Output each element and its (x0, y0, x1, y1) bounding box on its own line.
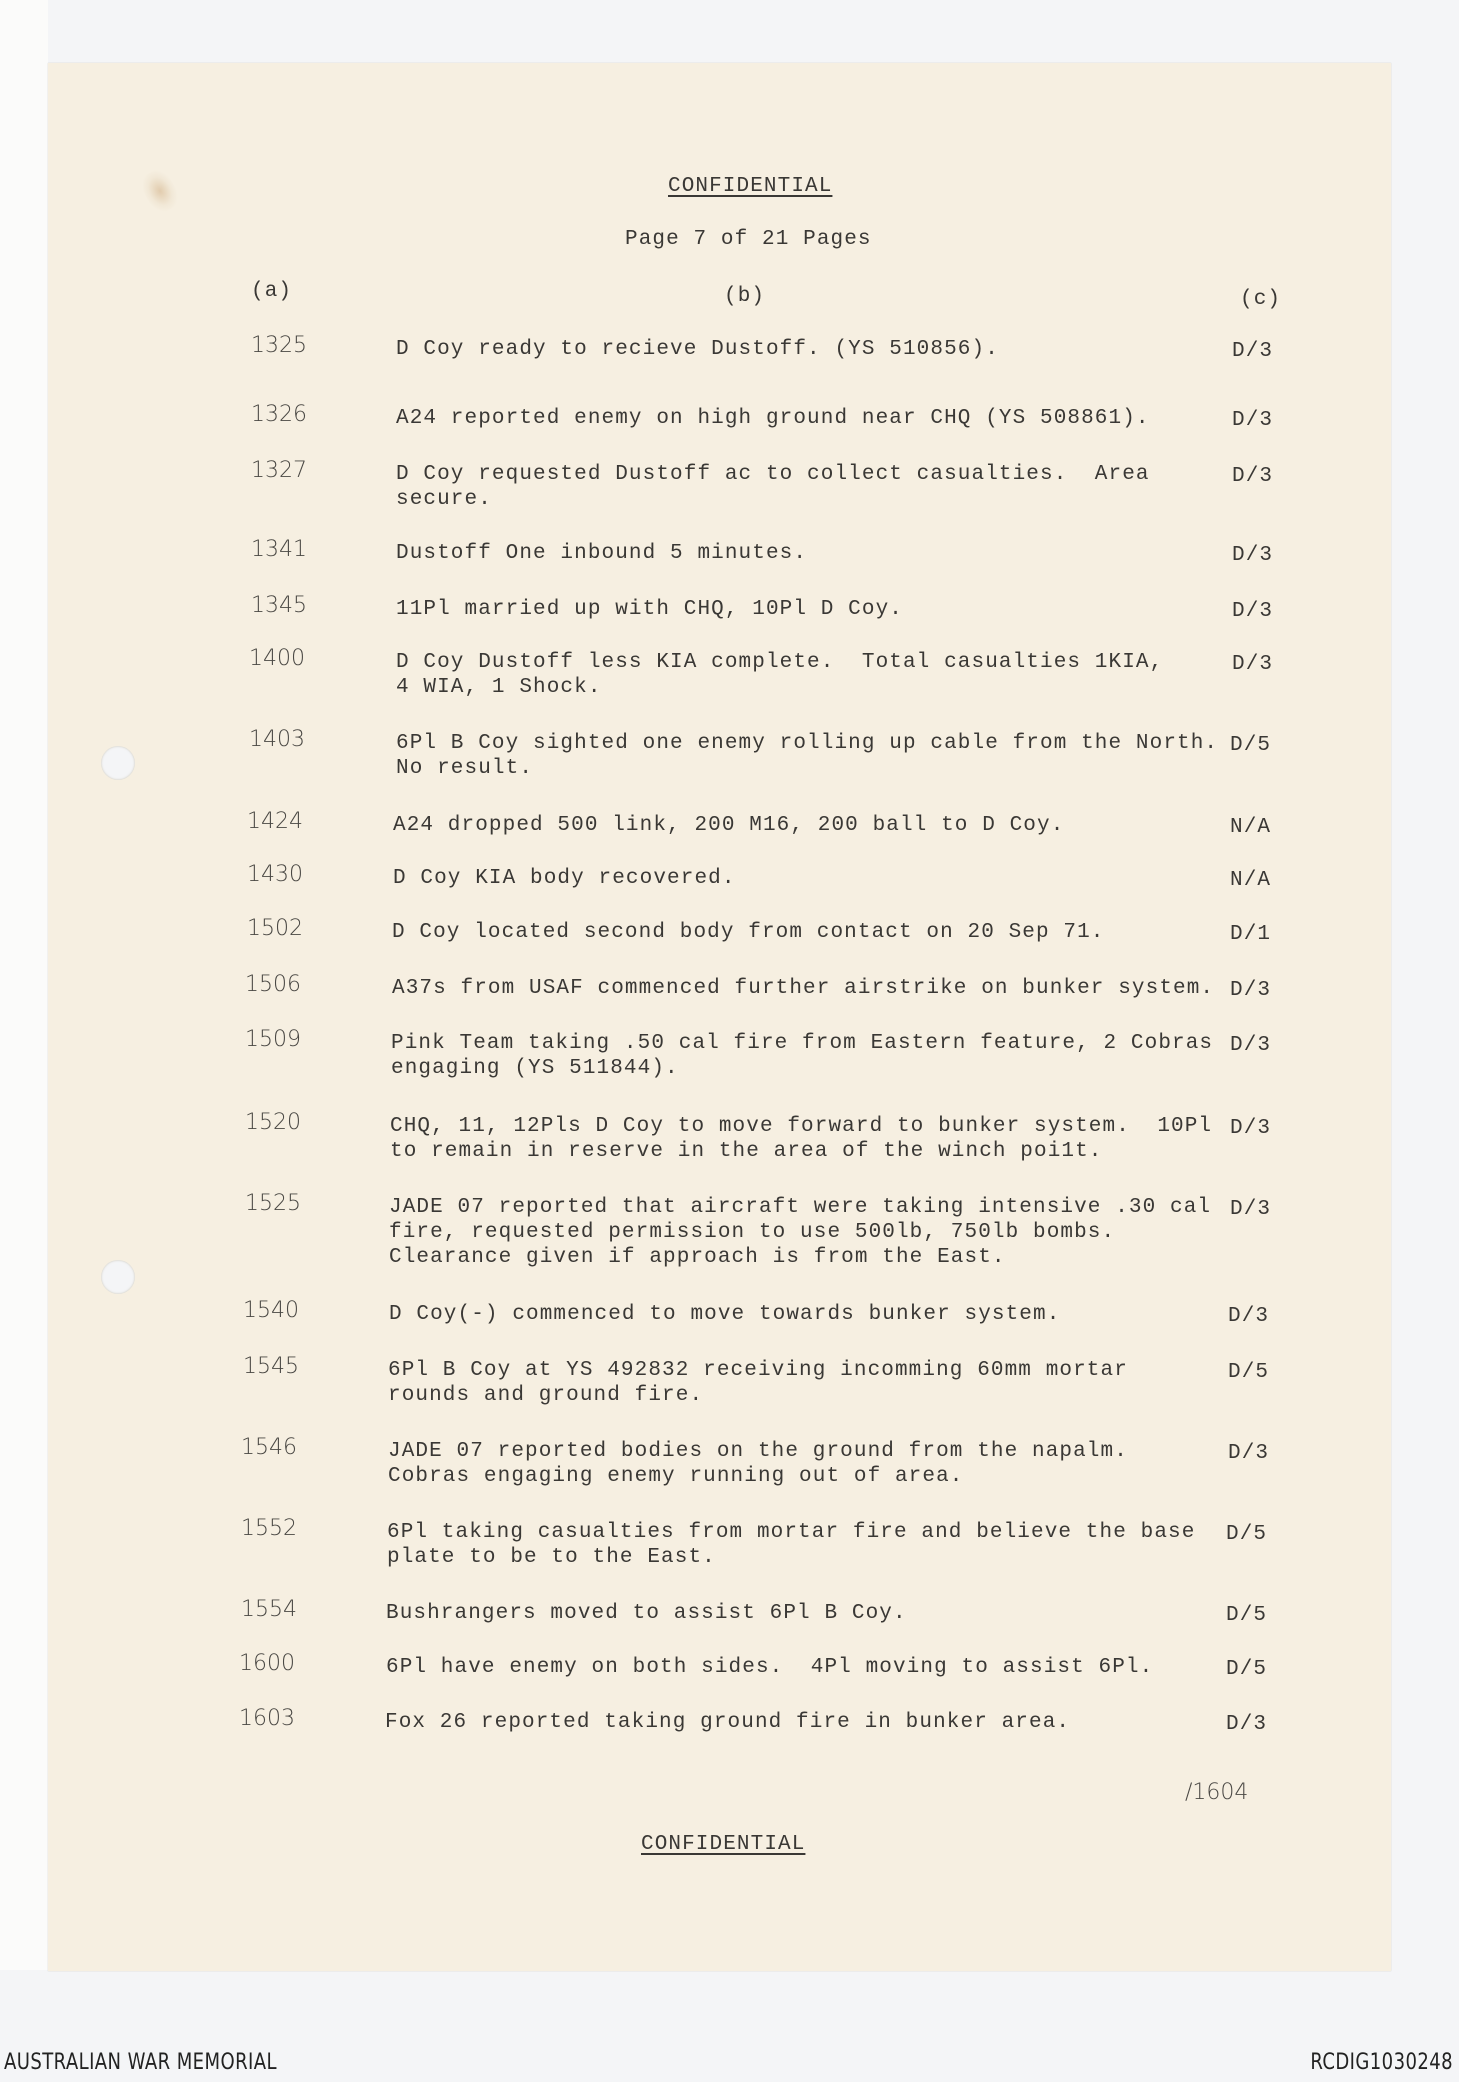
entry-text-line: rounds and ground fire. (388, 1384, 704, 1407)
entry-time: 1502 (247, 916, 303, 941)
punch-hole (101, 1260, 135, 1294)
entry-reference: D/5 (1228, 1361, 1270, 1384)
entry-reference: D/1 (1230, 923, 1272, 946)
entry-text-line: D Coy Dustoff less KIA complete. Total casualties 1KIA, (396, 651, 1164, 674)
column-header-c: (c) (1240, 288, 1282, 311)
entry-text-line: 6Pl B Coy at YS 492832 receiving incomming 60mm mortar (388, 1359, 1128, 1382)
entry-text-line: 6Pl B Coy sighted one enemy rolling up cable from the North. (396, 732, 1219, 755)
entry-time: 1546 (241, 1435, 297, 1460)
column-header-b: (b) (724, 285, 766, 308)
entry-text-line: A37s from USAF commenced further airstrike on bunker system. (392, 977, 1215, 1000)
entry-text-line: D Coy ready to recieve Dustoff. (YS 510856). (396, 338, 999, 361)
entry-reference: D/5 (1226, 1523, 1268, 1546)
entry-reference: D/3 (1232, 465, 1274, 488)
entry-text-line: D Coy requested Dustoff ac to collect casualties. Area (396, 463, 1150, 486)
entry-text-line: Clearance given if approach is from the East. (389, 1246, 1006, 1269)
entry-time: 1400 (249, 646, 305, 671)
column-header-a: (a) (251, 280, 293, 303)
punch-hole (101, 746, 135, 780)
entry-time: 1509 (245, 1027, 301, 1052)
entry-text-line: A24 dropped 500 link, 200 M16, 200 ball to D Coy. (393, 814, 1065, 837)
entry-time: 1341 (251, 537, 307, 562)
entry-text-line: D Coy located second body from contact on 20 Sep 71. (392, 921, 1105, 944)
entry-text-line: 4 WIA, 1 Shock. (396, 676, 602, 699)
entry-text-line: D Coy KIA body recovered. (393, 867, 736, 890)
entry-time: 1554 (241, 1597, 297, 1622)
entry-reference: D/3 (1232, 600, 1274, 623)
entry-time: 1540 (243, 1298, 299, 1323)
entry-text-line: Dustoff One inbound 5 minutes. (396, 542, 808, 565)
archive-credit: AUSTRALIAN WAR MEMORIAL (4, 2050, 277, 2075)
entry-text-line: Fox 26 reported taking ground fire in bunker area. (385, 1711, 1071, 1734)
classification-header: CONFIDENTIAL (668, 175, 833, 198)
entry-time: 1525 (245, 1191, 301, 1216)
entry-reference: D/3 (1230, 979, 1272, 1002)
entry-text-line: No result. (396, 757, 534, 780)
entry-text-line: Pink Team taking .50 cal fire from Eastern feature, 2 Cobras (391, 1032, 1214, 1055)
entry-reference: D/3 (1232, 409, 1274, 432)
entry-time: 1506 (245, 972, 301, 997)
entry-text-line: JADE 07 reported that aircraft were taking intensive .30 cal (389, 1196, 1212, 1219)
entry-time: 1326 (251, 402, 307, 427)
entry-reference: D/3 (1230, 1034, 1272, 1057)
entry-text-line: A24 reported enemy on high ground near CHQ (YS 508861). (396, 407, 1150, 430)
entry-text-line: 6Pl taking casualties from mortar fire and believe the base (387, 1521, 1196, 1544)
entry-text-line: Cobras engaging enemy running out of area. (388, 1465, 964, 1488)
entry-reference: D/5 (1226, 1658, 1268, 1681)
entry-text-line: D Coy(-) commenced to move towards bunker system. (389, 1303, 1061, 1326)
scan-background (0, 0, 48, 1970)
entry-time: 1403 (249, 727, 305, 752)
archive-id: RCDIG1030248 (1310, 2050, 1453, 2075)
entry-time: 1520 (245, 1110, 301, 1135)
entry-text-line: 11Pl married up with CHQ, 10Pl D Coy. (396, 598, 903, 621)
entry-time: 1600 (239, 1651, 295, 1676)
entry-text-line: plate to be to the East. (387, 1546, 716, 1569)
entry-text-line: to remain in reserve in the area of the winch poi1t. (390, 1140, 1103, 1163)
entry-text-line: engaging (YS 511844). (391, 1057, 679, 1080)
entry-reference: D/3 (1228, 1305, 1270, 1328)
entry-text-line: 6Pl have enemy on both sides. 4Pl moving to assist 6Pl. (386, 1656, 1154, 1679)
entry-time: 1603 (239, 1706, 295, 1731)
entry-reference: D/3 (1232, 653, 1274, 676)
entry-reference: D/3 (1226, 1713, 1268, 1736)
classification-footer: CONFIDENTIAL (641, 1833, 806, 1856)
entry-reference: D/3 (1228, 1442, 1270, 1465)
page-number: Page 7 of 21 Pages (625, 228, 872, 251)
entry-time: 1424 (247, 809, 303, 834)
entry-reference: D/3 (1232, 340, 1274, 363)
entry-text-line: secure. (396, 488, 492, 511)
entry-text-line: fire, requested permission to use 500lb, 750lb bombs. (389, 1221, 1116, 1244)
entry-time: 1430 (247, 862, 303, 887)
entry-reference: D/3 (1230, 1198, 1272, 1221)
entry-time: 1327 (251, 458, 307, 483)
entry-reference: D/5 (1226, 1604, 1268, 1627)
continuation-marker: /1604 (1185, 1780, 1249, 1805)
entry-reference: N/A (1230, 869, 1272, 892)
entry-reference: D/5 (1230, 734, 1272, 757)
entry-reference: N/A (1230, 816, 1272, 839)
entry-text-line: CHQ, 11, 12Pls D Coy to move forward to bunker system. 10Pl (390, 1115, 1213, 1138)
entry-time: 1545 (243, 1354, 299, 1379)
entry-reference: D/3 (1230, 1117, 1272, 1140)
entry-time: 1345 (251, 593, 307, 618)
entry-text-line: JADE 07 reported bodies on the ground from the napalm. (388, 1440, 1128, 1463)
entry-time: 1552 (241, 1516, 297, 1541)
entry-text-line: Bushrangers moved to assist 6Pl B Coy. (386, 1602, 907, 1625)
entry-reference: D/3 (1232, 544, 1274, 567)
entry-time: 1325 (251, 333, 307, 358)
